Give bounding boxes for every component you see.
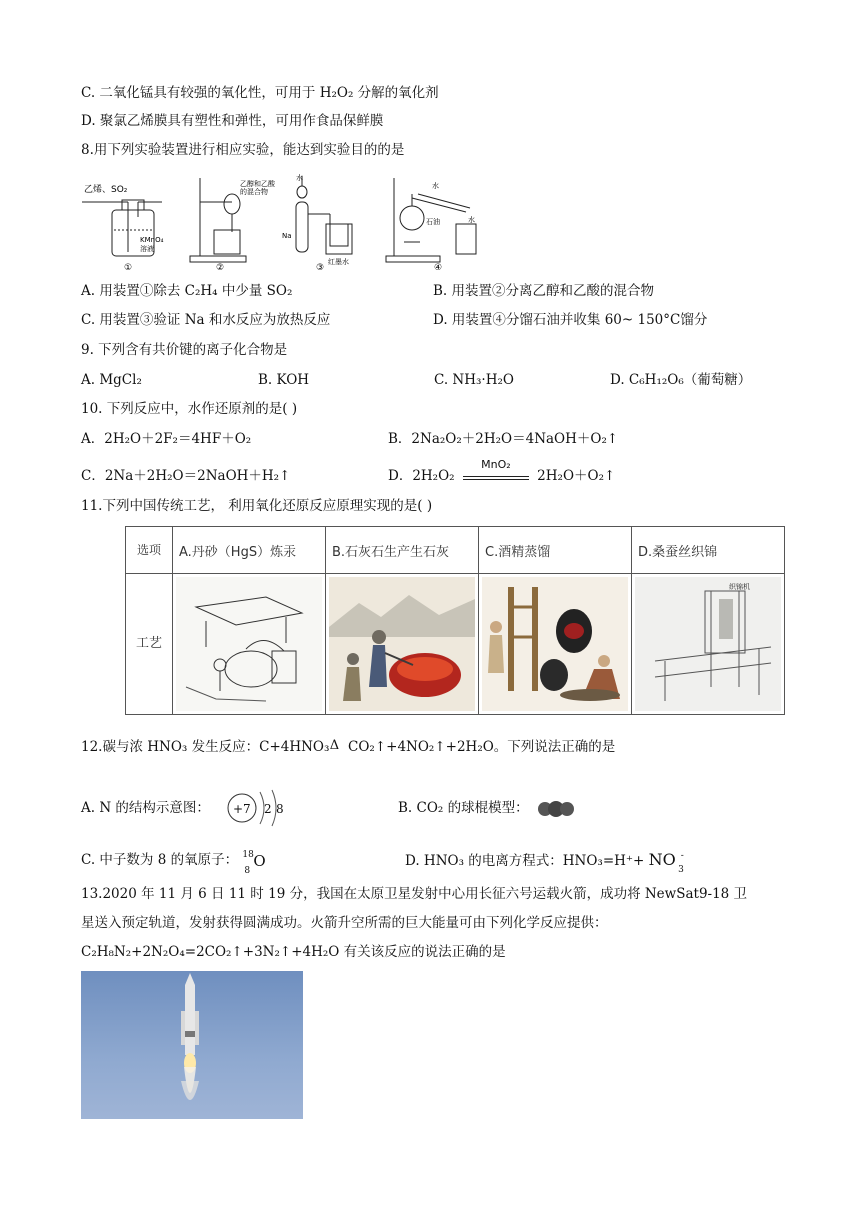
q10-option-a: A．2H₂O＋2F₂＝4HF＋O₂ [81, 431, 252, 447]
q12d-text: D. HNO₃ 的电离方程式：HNO₃=H⁺+ [405, 853, 649, 869]
a1-number: ① [124, 263, 133, 273]
q12c-text: C. 中子数为 8 的氧原子： [81, 852, 239, 868]
q12-option-c [81, 849, 266, 876]
a3-water: 水 [296, 174, 303, 182]
row-header-option: 选项 [126, 527, 173, 574]
col-a-header: A.丹砂（HgS）炼汞 [173, 527, 326, 574]
q8-option-a: A. 用装置①除去 C₂H₄ 中少量 SO₂ [81, 283, 293, 299]
q7-option-d: D. 聚氯乙烯膜具有塑性和弹性，可用作食品保鲜膜 [81, 113, 384, 129]
o-mass-number: 18 [242, 849, 254, 860]
a3-number: ③ [316, 263, 325, 273]
q9-option-d: D. C₆H₁₂O₆（葡萄糖） [610, 372, 752, 388]
q10d-equals [463, 476, 529, 480]
nitrate-charge: - [680, 851, 684, 861]
a3-ink: 红墨水 [328, 258, 349, 266]
a2-label: 乙醇和乙酸 [240, 180, 275, 188]
co2-ball-stick-model [536, 799, 576, 819]
apparatus-3 [296, 176, 352, 254]
q10d-products: 2H₂O＋O₂↑ [537, 468, 616, 484]
a4-water1: 水 [432, 182, 439, 190]
col-d-header: D.桑蚕丝织锦 [632, 527, 785, 574]
q10-option-b: B．2Na₂O₂＋2H₂O＝4NaOH＋O₂↑ [388, 431, 619, 447]
a4-number: ④ [434, 263, 443, 273]
q9-stem: 9. 下列含有共价键的离子化合物是 [81, 342, 288, 358]
q11-crafts-table [125, 526, 785, 715]
a4-oil: 石油 [426, 218, 440, 226]
rocket-launch-photo [81, 971, 303, 1119]
q10-option-d [388, 458, 616, 485]
a1-label: 乙烯、SO₂ [84, 185, 128, 195]
nitrate-ion: NO [648, 850, 676, 869]
q12-option-a [81, 799, 210, 817]
col-b-header: B.石灰石生产生石灰 [326, 527, 479, 574]
loom-label: 织锦机 [729, 583, 750, 591]
n-shell-1: 2 [264, 802, 272, 816]
q10d-catalyst: MnO₂ [481, 458, 511, 471]
col-c-header: C.酒精蒸馏 [479, 527, 632, 574]
q7-option-c: C. 二氧化锰具有较强的氧化性，可用于 H₂O₂ 分解的氧化剂 [81, 85, 439, 101]
o-symbol: O [253, 851, 266, 870]
apparatus-2 [190, 178, 246, 262]
q12-option-b [398, 799, 529, 817]
q13-line-1: 13.2020 年 11 月 6 日 11 时 19 分，我国在太原卫星发射中心用长征六号运载火箭，成功将 NewSat9-18 卫 [81, 886, 748, 902]
a3-na: Na [282, 232, 292, 240]
n-atom-diagram [222, 784, 292, 832]
q12-products: CO₂↑+4NO₂↑+2H₂O。下列说法正确的是 [348, 739, 616, 755]
craft-b-image [326, 574, 479, 715]
a2-number: ② [216, 263, 225, 273]
n-nucleus: +7 [233, 802, 251, 816]
q12-delta: Δ [329, 738, 340, 753]
q8-option-b: B. 用装置②分离乙醇和乙酸的混合物 [433, 283, 655, 299]
q9-option-a: A. MgCl₂ [81, 372, 142, 388]
q8-option-c: C. 用装置③验证 Na 和水反应为放热反应 [81, 312, 331, 328]
a1-reagent2: 溶液 [140, 245, 154, 253]
q8-apparatus-figure [82, 172, 492, 276]
a4-water2: 水 [468, 216, 475, 224]
q12-stem [81, 738, 615, 756]
craft-a-image [173, 574, 326, 715]
q12-option-d [405, 850, 684, 875]
q13-line-3: C₂H₈N₂+2N₂O₄=2CO₂↑+3N₂↑+4H₂O 有关该反应的说法正确的是 [81, 944, 506, 960]
q10d-reactant: D．2H₂O₂ [388, 468, 455, 484]
nitrate-subscript: 3 [678, 865, 684, 875]
row-header-craft: 工艺 [126, 574, 173, 715]
q13-line-2: 星送入预定轨道，发射获得圆满成功。火箭升空所需的巨大能量可由下列化学反应提供： [81, 915, 608, 931]
craft-d-image [632, 574, 785, 715]
a2-label2: 的混合物 [240, 188, 268, 196]
q9-option-c: C. NH₃·H₂O [434, 372, 514, 388]
o-atomic-number: 8 [244, 865, 251, 876]
q12-reactants: 12.碳与浓 HNO₃ 发生反应：C+4HNO₃ [81, 739, 330, 755]
q10-stem: 10. 下列反应中，水作还原剂的是( ) [81, 401, 298, 417]
n-shell-2: 8 [276, 802, 284, 816]
q8-stem: 8.用下列实验装置进行相应实验，能达到实验目的的是 [81, 142, 405, 158]
q10-option-c: C．2Na＋2H₂O＝2NaOH＋H₂↑ [81, 468, 291, 484]
q12b-text: B. CO₂ 的球棍模型： [398, 800, 529, 816]
q9-option-b: B. KOH [258, 372, 310, 388]
craft-c-image [479, 574, 632, 715]
q8-option-d: D. 用装置④分馏石油并收集 60~ 150°C馏分 [433, 312, 708, 328]
a1-reagent: KMnO₄ [140, 236, 164, 244]
q11-stem: 11.下列中国传统工艺， 利用氧化还原反应原理实现的是( ) [81, 498, 433, 514]
q12a-text: A. N 的结构示意图： [81, 800, 210, 816]
